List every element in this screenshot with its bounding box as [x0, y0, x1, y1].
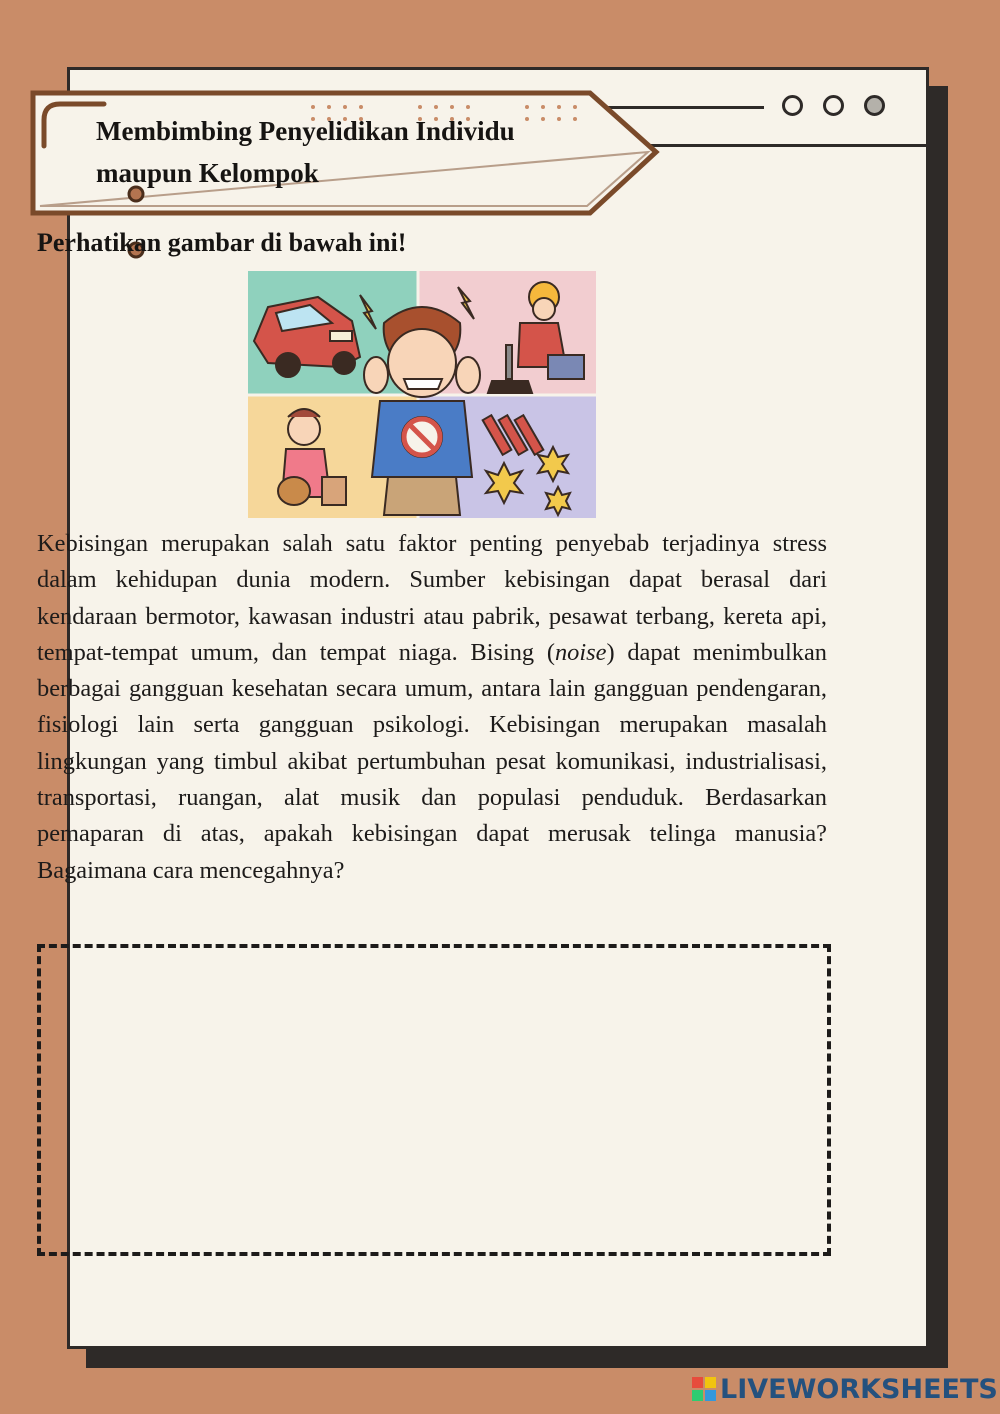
liveworksheets-brand	[690, 1371, 998, 1407]
section-heading-line-2: maupun Kelompok	[96, 158, 319, 188]
liveworksheets-logo-icon	[690, 1375, 718, 1403]
paragraph-text-1: Kebisingan merupakan salah satu faktor penting penyebab terjadinya stress dalam kehidupan dunia modern. Sumber kebisingan dapat berasal dari kendaraan bermotor, kawasan industri atau pabrik, pesawat terbang, kereta api, tempat-tempat umum, dan tempat niaga. Bising (	[37, 530, 827, 666]
paragraph-text-2: ) dapat menimbulkan berbagai gangguan kesehatan secara umum, antara lain gangguan pendengaran, fisiologi lain serta gangguan psikologi. Kebisingan merupakan masalah lingkungan yang timbul akibat pertumbuhan pesat komunikasi, industrialisasi, transportasi, ruangan, alat musik dan populasi penduduk. Berdasarkan pemaparan di atas, apakah kebisingan dapat merusak telinga manusia? Bagaimana cara mencegahnya?	[37, 638, 827, 884]
body-paragraph	[37, 526, 827, 889]
answer-box[interactable]	[37, 944, 831, 1256]
window-dot-icon	[823, 95, 844, 116]
window-dot-icon	[782, 95, 803, 116]
section-heading	[96, 110, 616, 194]
section-heading-line-1: Membimbing Penyelidikan Individu	[96, 116, 515, 146]
paragraph-italic-term: noise	[554, 638, 607, 666]
brand-name: LIVEWORKSHEETS	[720, 1373, 998, 1405]
noise-sources-illustration	[248, 271, 596, 518]
window-dot-icon	[864, 95, 885, 116]
instruction-text: Perhatikan gambar di bawah ini!	[37, 228, 407, 257]
section-banner	[30, 90, 662, 216]
